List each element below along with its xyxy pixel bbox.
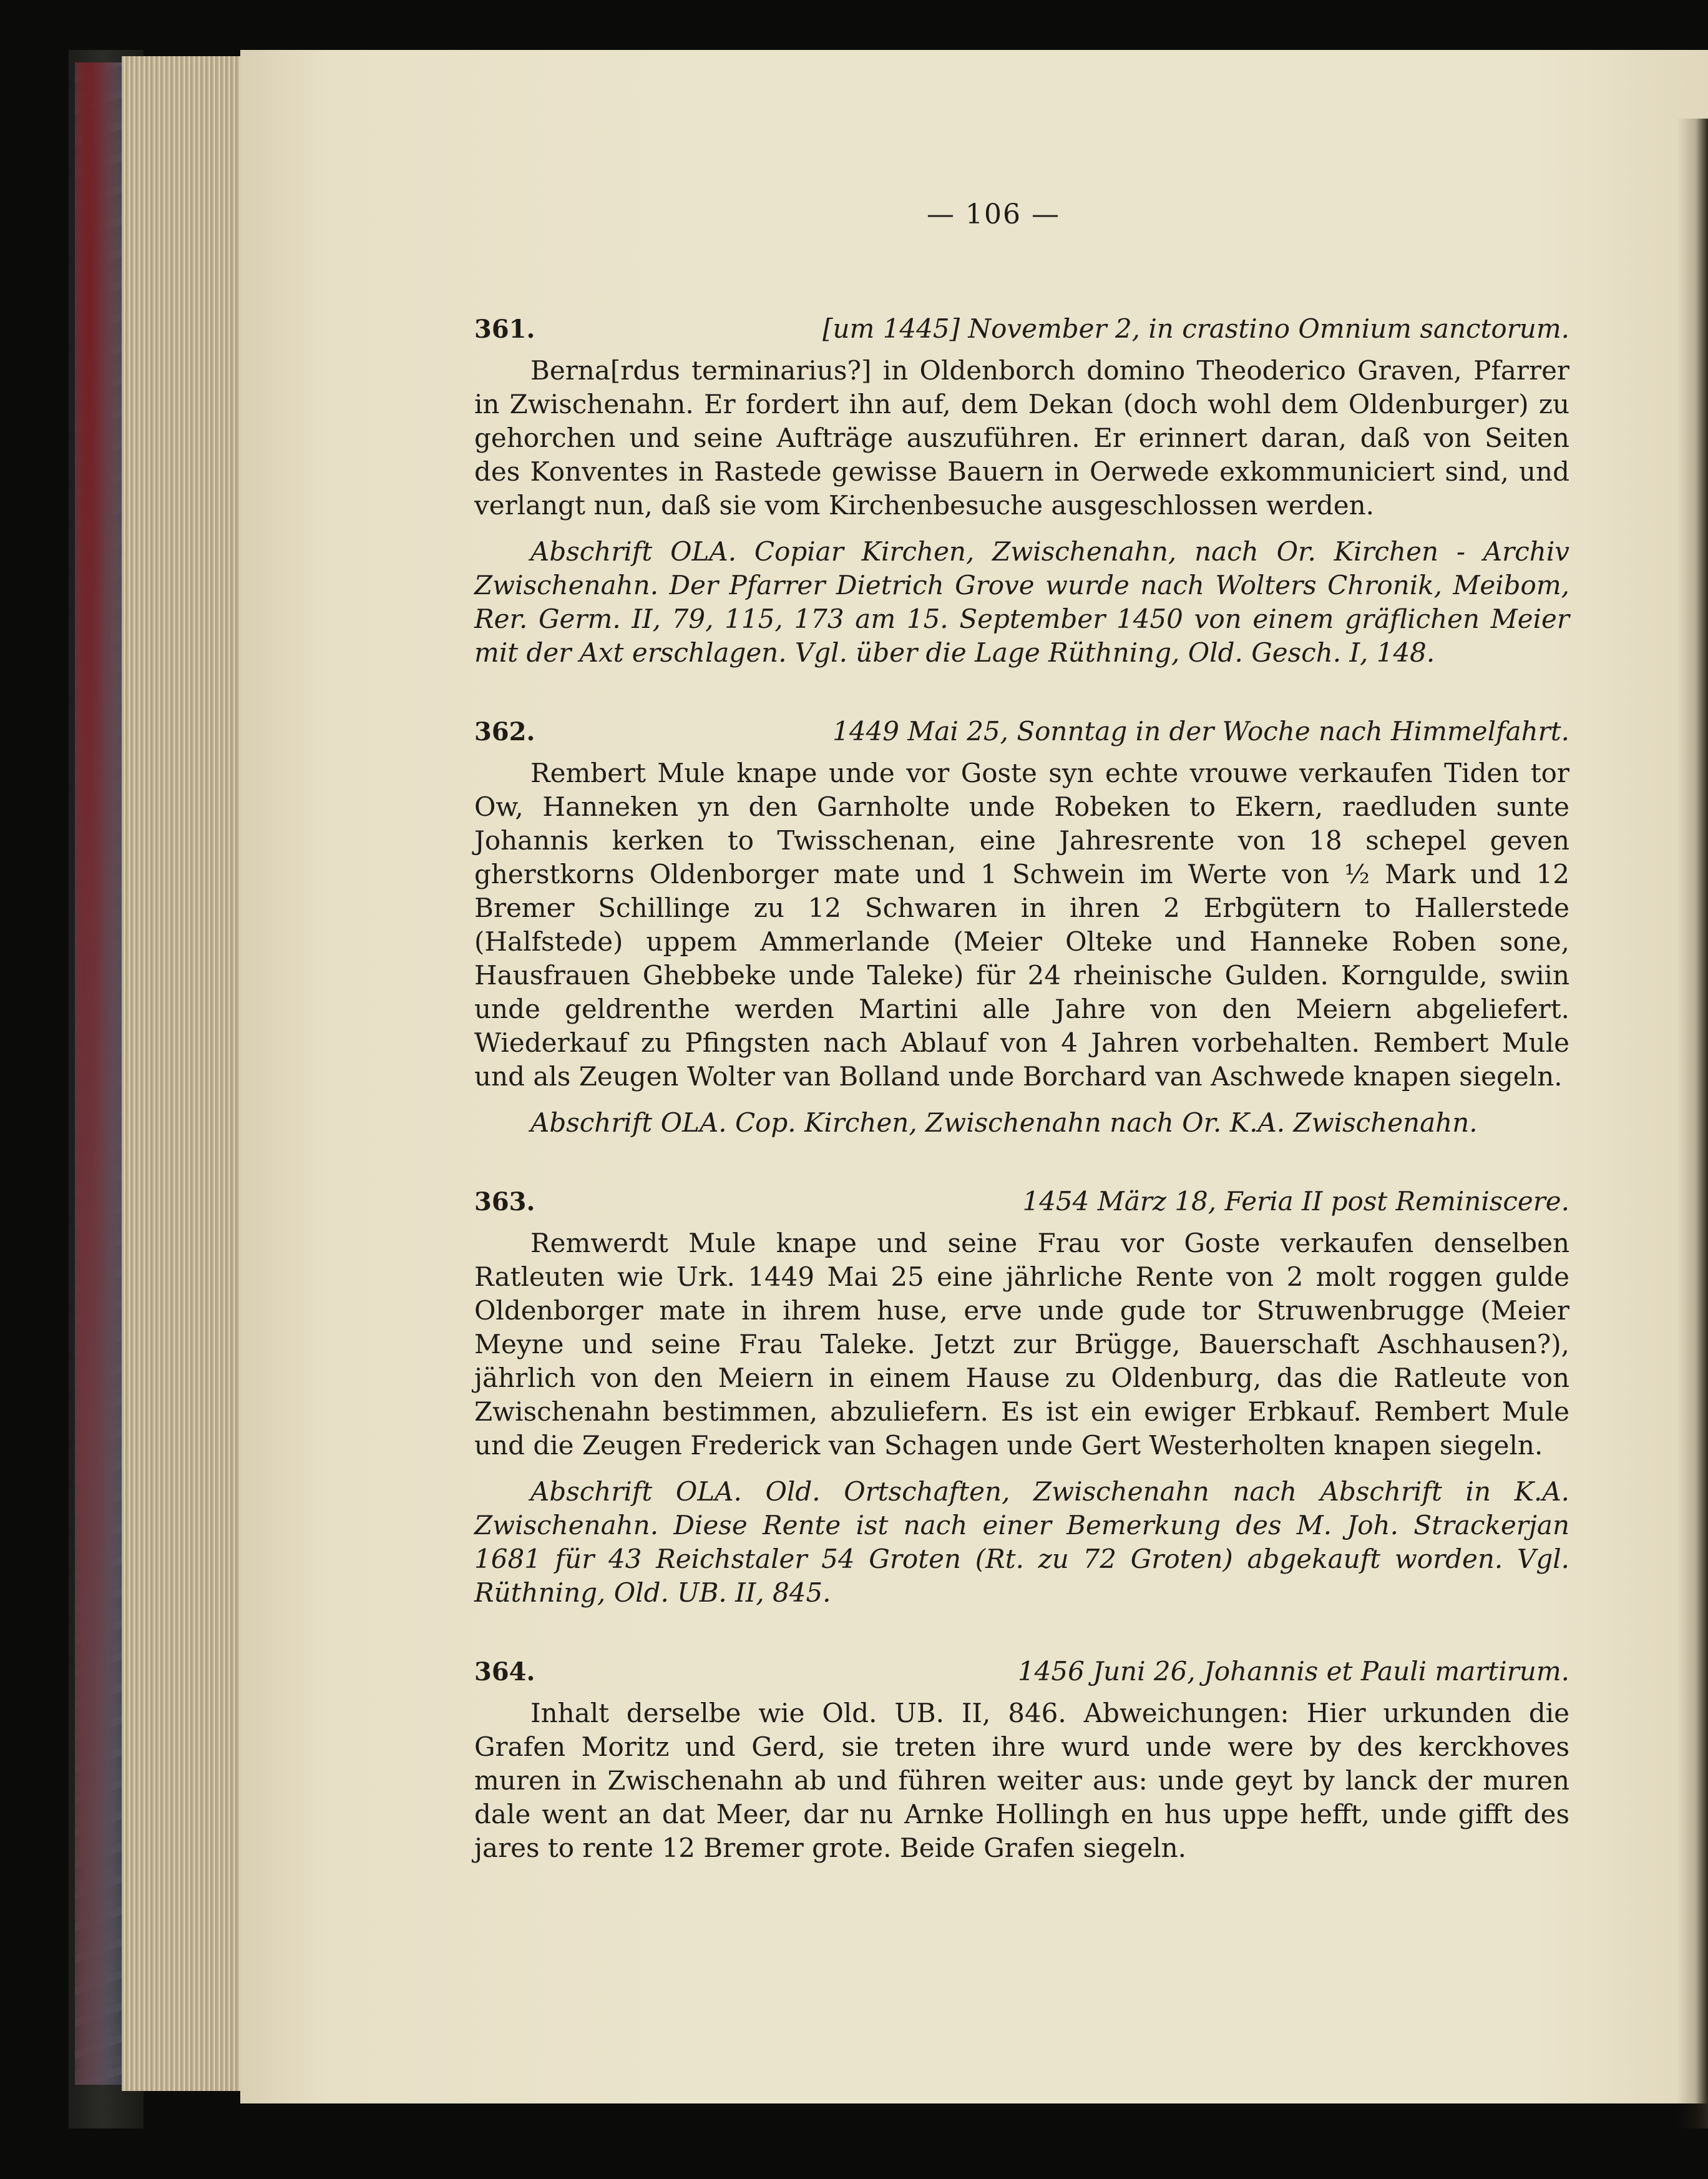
document-entry: [474, 1655, 1569, 1865]
entry-text: Inhalt derselbe wie Old. UB. II, 846. Abweichungen: Hier urkunden die Grafen Moritz und Gerd, sie treten ihre wurd unde were by des kerckhoves muren in Zwischenahn ab und führen weiter aus: unde geyt by lanck der muren dale went an dat Meer, dar nu Arnke Hollingh en hus uppe hefft, unde gifft des jares to rente 12 Bremer grote. Beide Grafen siegeln.: [474, 1698, 1569, 1863]
entry-number: 363.: [474, 1187, 535, 1217]
entry-header: [474, 715, 1569, 749]
entry-number: 362.: [474, 717, 535, 747]
entry-source: Abschrift OLA. Old. Ortschaften, Zwischenahn nach Abschrift in K.A. Zwischenahn. Diese Rente ist nach einer Bemerkung des M. Joh. Strackerjan 1681 für 43 Reichstaler 54 Groten (Rt. zu 72 Groten) abgekauft worden. Vgl. Rüthning, Old. UB. II, 845.: [474, 1476, 1569, 1608]
entry-date: 1456 Juni 26, Johannis et Pauli martirum.: [1017, 1656, 1569, 1687]
entry-date: [um 1445] November 2, in crastino Omnium sanctorum.: [822, 313, 1569, 344]
entry-text: Rembert Mule knape unde vor Goste syn echte vrouwe verkaufen Tiden tor Ow, Hanneken yn den Garnholte unde Robeken to Ekern, raedluden sunte Johannis kerken to Twisschenan, eine Jahresrente von 18 schepel geven gherstkorns Oldenborger mate und 1 Schwein im Werte von ½ Mark und 12 Bremer Schillinge zu 12 Schwaren in ihren 2 Erbgütern to Hallerstede (Halfstede) uppem Ammerlande (Meier Olteke und Hanneke Roben sone, Hausfrauen Ghebbeke unde Taleke) für 24 rheinische Gulden. Korngulde, swiin unde geldrenthe werden Martini alle Jahre von den Meiern abgeliefert. Wiederkauf zu Pfingsten nach Ablauf von 4 Jahren vorbehalten. Rembert Mule und als Zeugen Wolter van Bolland unde Borchard van Aschwede knapen siegeln.: [474, 758, 1569, 1092]
entry-text: Berna[rdus terminarius?] in Oldenborch domino Theoderico Graven, Pfarrer in Zwischenahn. Er fordert ihn auf, dem Dekan (doch wohl dem Oldenburger) zu gehorchen und seine Aufträge auszuführen. Er erinnert daran, daß von Seiten des Konventes in Rastede gewisse Bauern in Oerwede exkommuniciert sind, und verlangt nun, daß sie vom Kirchenbesuche ausgeschlossen werden.: [474, 355, 1569, 521]
entry-date: 1454 März 18, Feria II post Reminiscere.: [1022, 1186, 1569, 1217]
page-content: [474, 312, 1569, 1910]
entry-header: [474, 1655, 1569, 1689]
entry-header: [474, 1185, 1569, 1219]
marbled-endpaper: [75, 62, 124, 2085]
book-page: [240, 50, 1708, 2103]
entry-date: 1449 Mai 25, Sonntag in der Woche nach Himmelfahrt.: [832, 716, 1569, 747]
document-entry: [474, 312, 1569, 670]
entry-header: [474, 312, 1569, 346]
document-entry: [474, 1185, 1569, 1610]
entry-text: Remwerdt Mule knape und seine Frau vor Goste verkaufen denselben Ratleuten wie Urk. 1449 Mai 25 eine jährliche Rente von 2 molt roggen gulde Oldenborger mate in ihrem huse, erve unde gude tor Struwenbrugge (Meier Meyne und seine Frau Taleke. Jetzt zur Brügge, Bauerschaft Aschhausen?), jährlich von den Meiern in einem Hause zu Oldenburg, das die Ratleute von Zwischenahn bestimmen, abzuliefern. Es ist ein ewiger Erbkauf. Rembert Mule und die Zeugen Frederick van Schagen unde Gert Westerholten knapen siegeln.: [474, 1228, 1569, 1461]
entry-source: Abschrift OLA. Cop. Kirchen, Zwischenahn nach Or. K.A. Zwischenahn.: [530, 1107, 1478, 1138]
document-entry: [474, 715, 1569, 1140]
page-number: — 106 —: [927, 198, 1060, 230]
entry-number: 361.: [474, 315, 535, 344]
page-edges: [122, 56, 246, 2091]
page-gutter-shadow: [1677, 119, 1708, 2128]
entry-number: 364.: [474, 1657, 535, 1687]
entry-source: Abschrift OLA. Copiar Kirchen, Zwischenahn, nach Or. Kirchen - Archiv Zwischenahn. Der Pfarrer Dietrich Grove wurde nach Wolters Chronik, Meibom, Rer. Germ. II, 79, 115, 173 am 15. September 1450 von einem gräflichen Meier mit der Axt erschlagen. Vgl. über die Lage Rüthning, Old. Gesch. I, 148.: [474, 536, 1569, 668]
